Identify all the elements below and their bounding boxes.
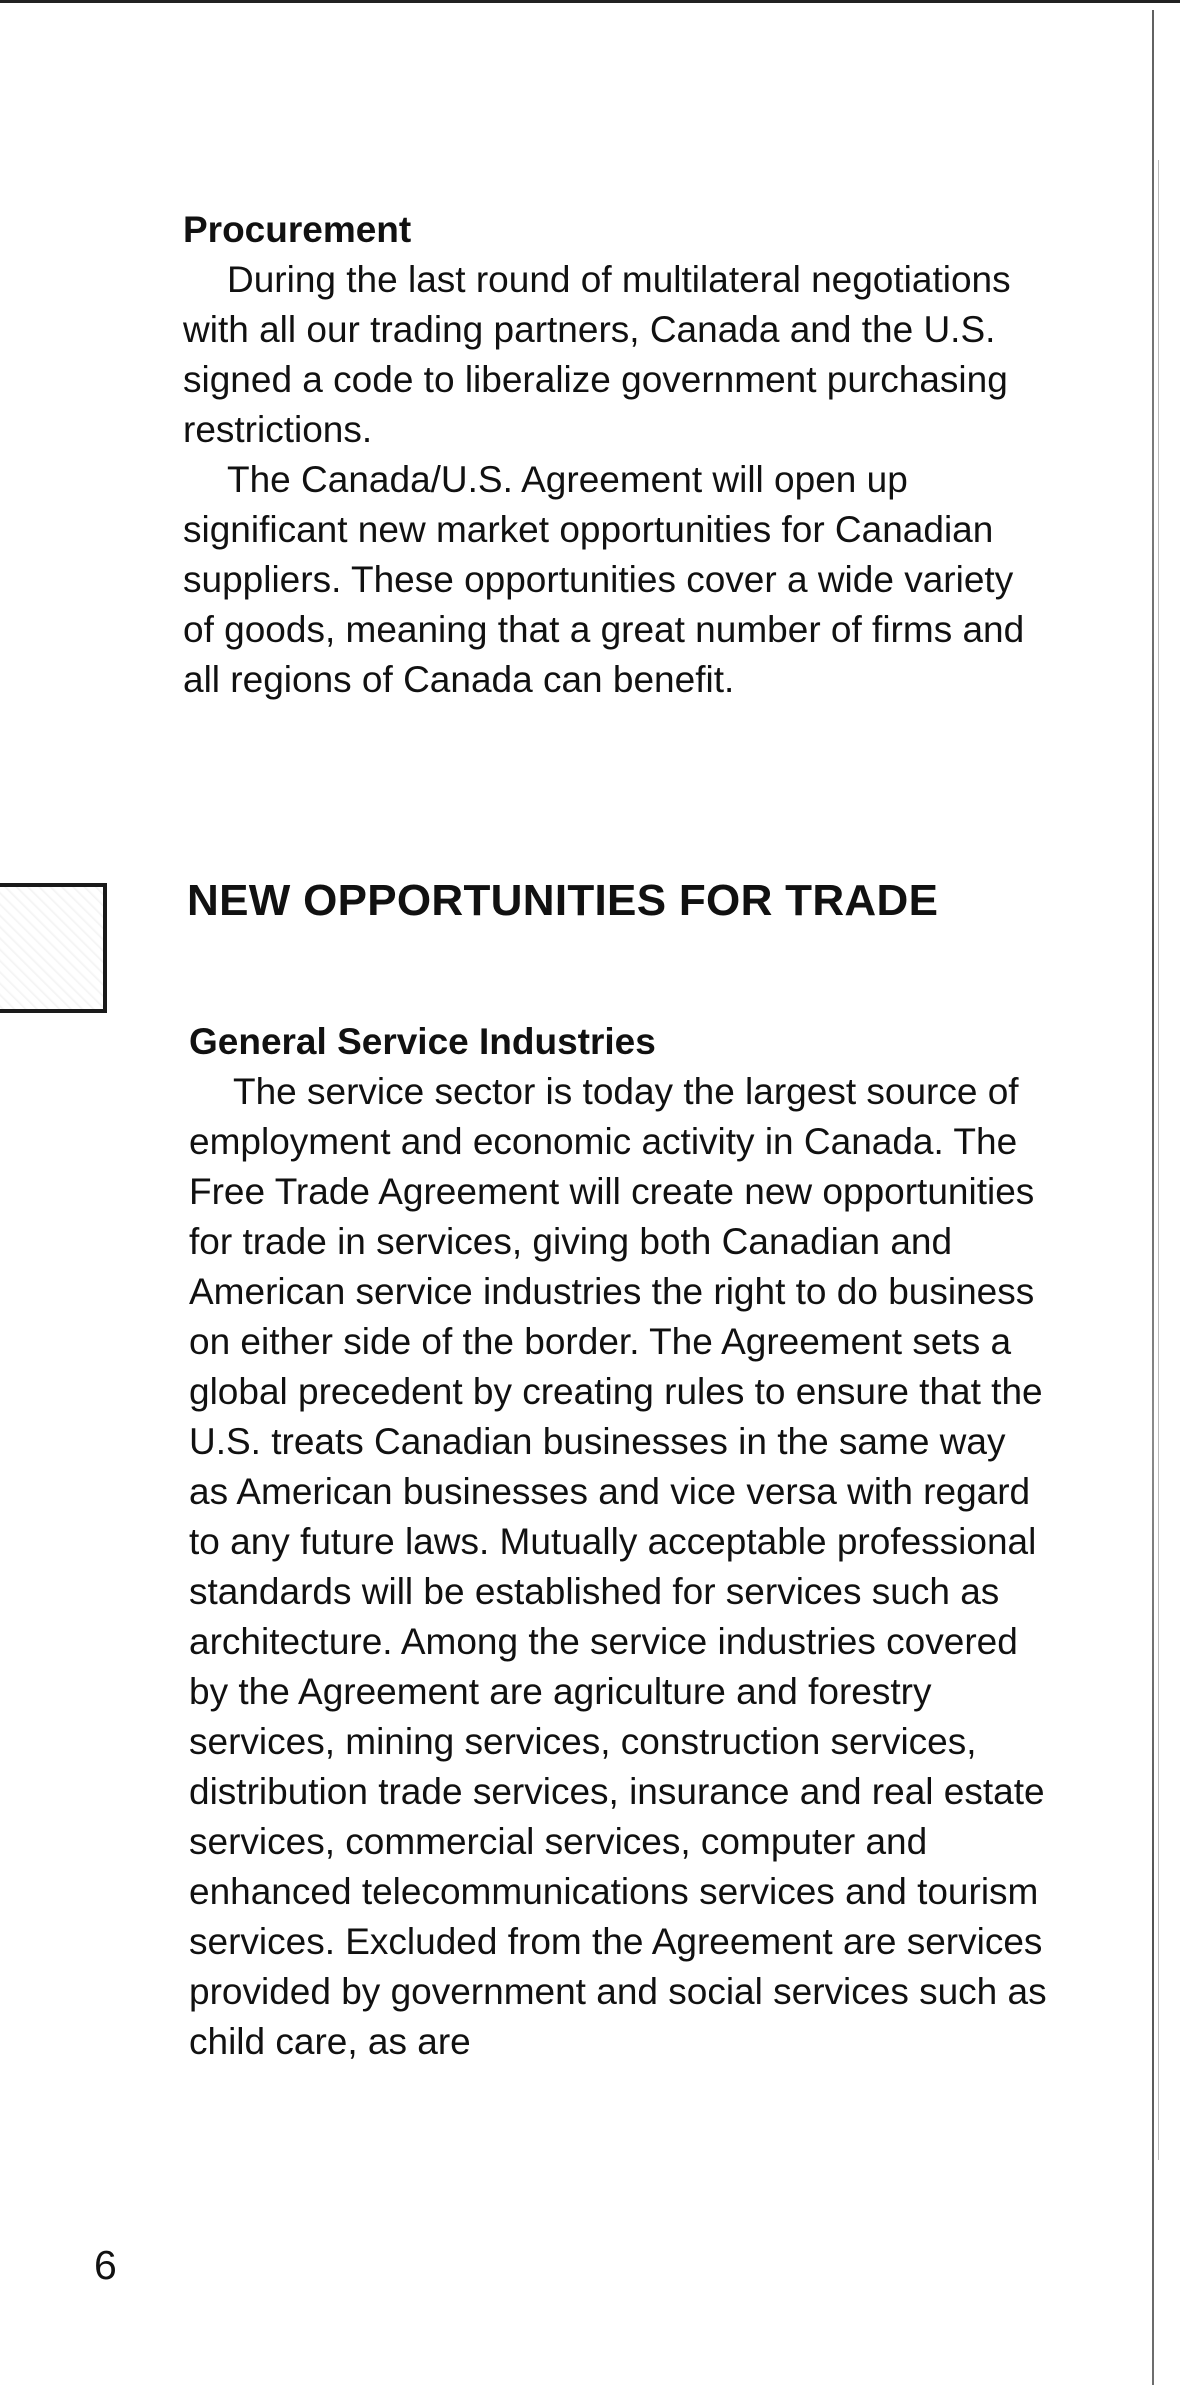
page-number: 6 xyxy=(94,2242,117,2288)
section-title: NEW OPPORTUNITIES FOR TRADE xyxy=(187,876,939,925)
procurement-section xyxy=(183,205,1043,705)
top-border-line xyxy=(0,0,1180,3)
page-edge-faint-line xyxy=(1158,160,1159,2160)
general-services-heading: General Service Industries xyxy=(189,1021,656,1062)
general-services-section xyxy=(189,1017,1049,2067)
general-services-paragraph: The service sector is today the largest source of employment and economic activity in Canada. The Free Trade Agreement will create new opportunities for trade in services, giving both Canadian and American service industries the right to do business on either side of the border. The Agreement sets a global precedent by creating rules to ensure that the U.S. treats Canadian businesses in the same way as American businesses and vice versa with regard to any future laws. Mutually acceptable professional standards will be established for services such as architecture. Among the service industries covered by the Agreement are agriculture and forestry services, mining services, construction services, distribution trade services, insurance and real estate services, commercial services, computer and enhanced telecommunications services and tourism services. Excluded from the Agreement are services provided by government and social services such as child care, as are xyxy=(189,1071,1047,2062)
margin-marker-box xyxy=(0,883,107,1013)
procurement-paragraph-2: The Canada/U.S. Agreement will open up significant new market opportunities for Canadian suppliers. These opportunities cover a wide variety of goods, meaning that a great number of firms and all regions of Canada can benefit. xyxy=(183,459,1025,700)
procurement-paragraph-1: During the last round of multilateral negotiations with all our trading partners, Canada and the U.S. signed a code to liberalize government purchasing restrictions. xyxy=(183,259,1011,450)
page-edge-shadow xyxy=(1152,10,1154,2385)
procurement-heading: Procurement xyxy=(183,209,412,250)
